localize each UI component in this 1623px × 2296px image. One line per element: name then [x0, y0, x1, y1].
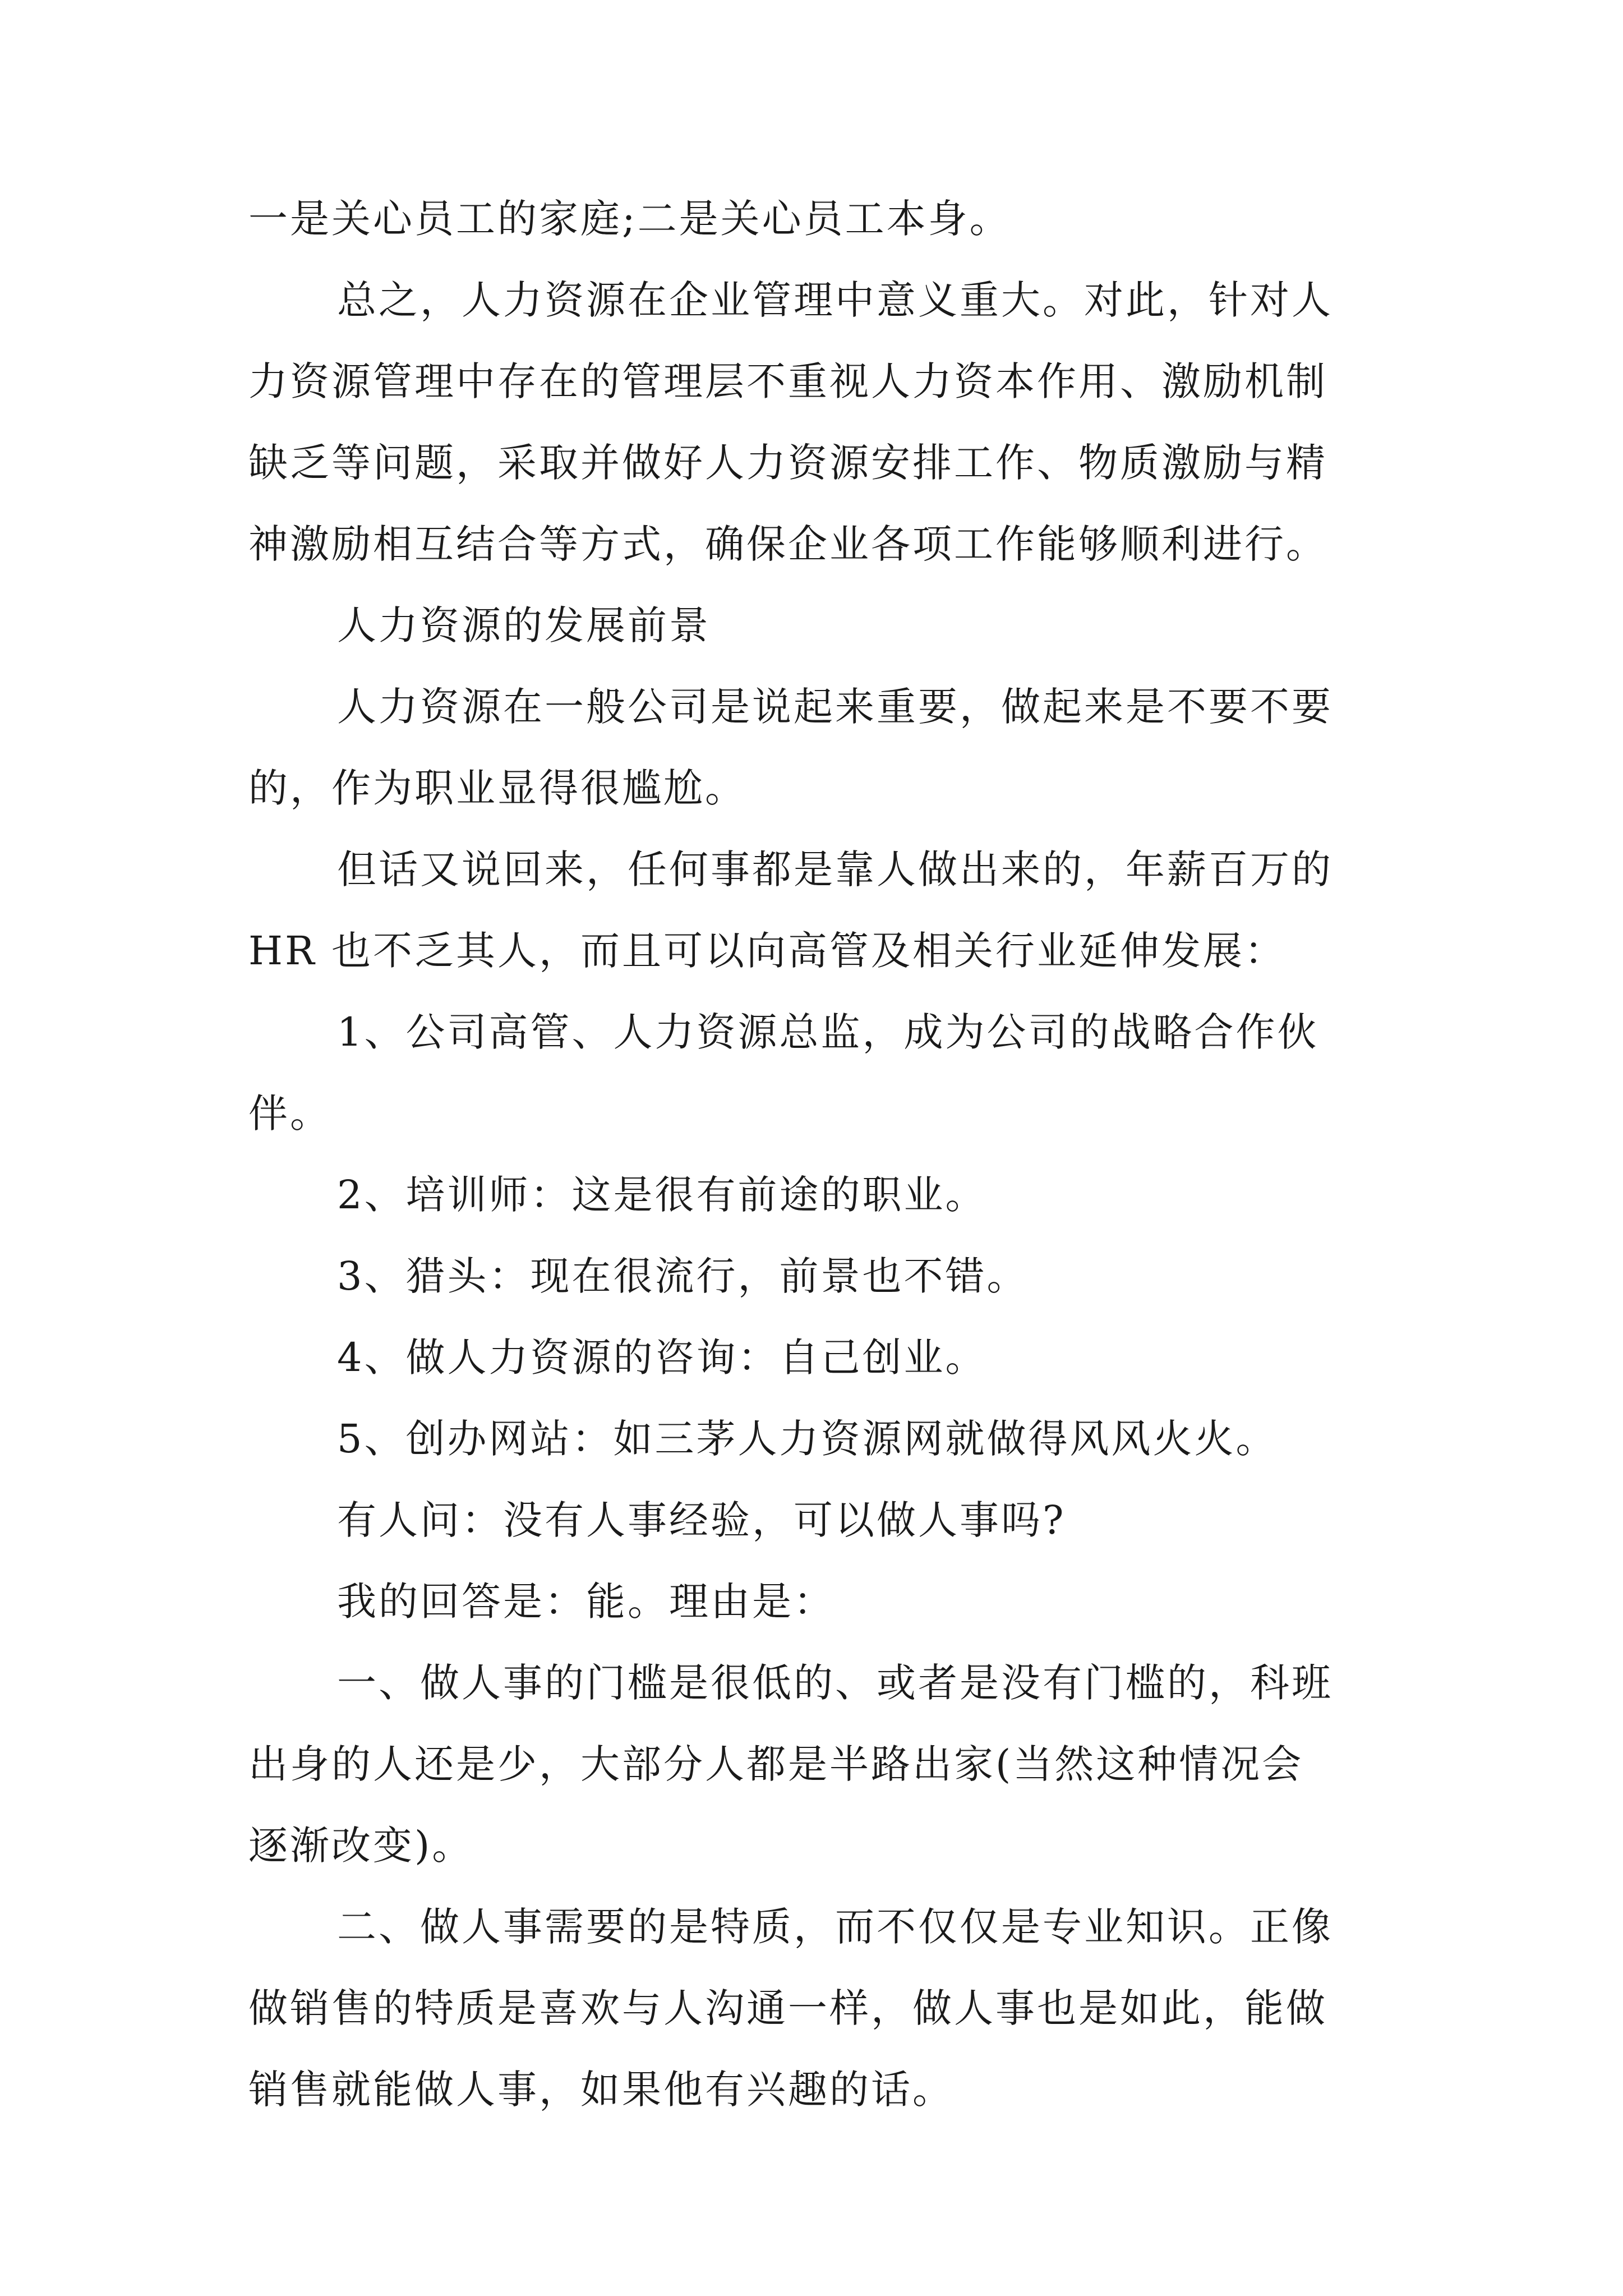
text-line: 出身的人还是少，大部分人都是半路出家(当然这种情况会	[248, 1741, 1304, 1787]
text-line: 一是关心员工的家庭;二是关心员工本身。	[248, 196, 1011, 242]
section-heading: 人力资源的发展前景	[337, 602, 711, 648]
list-item: 1、公司高管、人力资源总监，成为公司的战略合作伙	[337, 1009, 1319, 1055]
paragraph-start: 总之，人力资源在企业管理中意义重大。对此，针对人	[337, 277, 1333, 323]
list-item: 3、猎头：现在很流行，前景也不错。	[337, 1253, 1029, 1299]
list-item: 5、创办网站：如三茅人力资源网就做得风风火火。	[337, 1416, 1278, 1462]
list-item: 2、培训师：这是很有前途的职业。	[337, 1172, 987, 1218]
text-line: 力资源管理中存在的管理层不重视人力资本作用、激励机制	[248, 358, 1327, 404]
text-line: 缺乏等问题，采取并做好人力资源安排工作、物质激励与精	[248, 440, 1327, 486]
text-line: 销售就能做人事，如果他有兴趣的话。	[248, 2067, 954, 2113]
paragraph-start: 我的回答是：能。理由是：	[337, 1579, 835, 1625]
text-line: 伴。	[248, 1091, 331, 1137]
text-line: 做销售的特质是喜欢与人沟通一样，做人事也是如此，能做	[248, 1985, 1327, 2031]
list-item: 4、做人力资源的咨询：自己创业。	[337, 1335, 987, 1381]
text-line: 逐渐改变)。	[248, 1823, 474, 1869]
text-line: HR 也不乏其人，而且可以向高管及相关行业延伸发展：	[248, 928, 1286, 974]
paragraph-start: 一、做人事的门槛是很低的、或者是没有门槛的，科班	[337, 1660, 1333, 1706]
text-line: 的，作为职业显得很尴尬。	[248, 765, 746, 811]
paragraph-start: 人力资源在一般公司是说起来重要，做起来是不要不要	[337, 684, 1333, 730]
paragraph-start: 二、做人事需要的是特质，而不仅仅是专业知识。正像	[337, 1904, 1333, 1950]
paragraph-start: 有人问：没有人事经验，可以做人事吗?	[337, 1497, 1066, 1543]
paragraph-start: 但话又说回来，任何事都是靠人做出来的，年薪百万的	[337, 846, 1333, 892]
text-line: 神激励相互结合等方式，确保企业各项工作能够顺利进行。	[248, 521, 1327, 567]
